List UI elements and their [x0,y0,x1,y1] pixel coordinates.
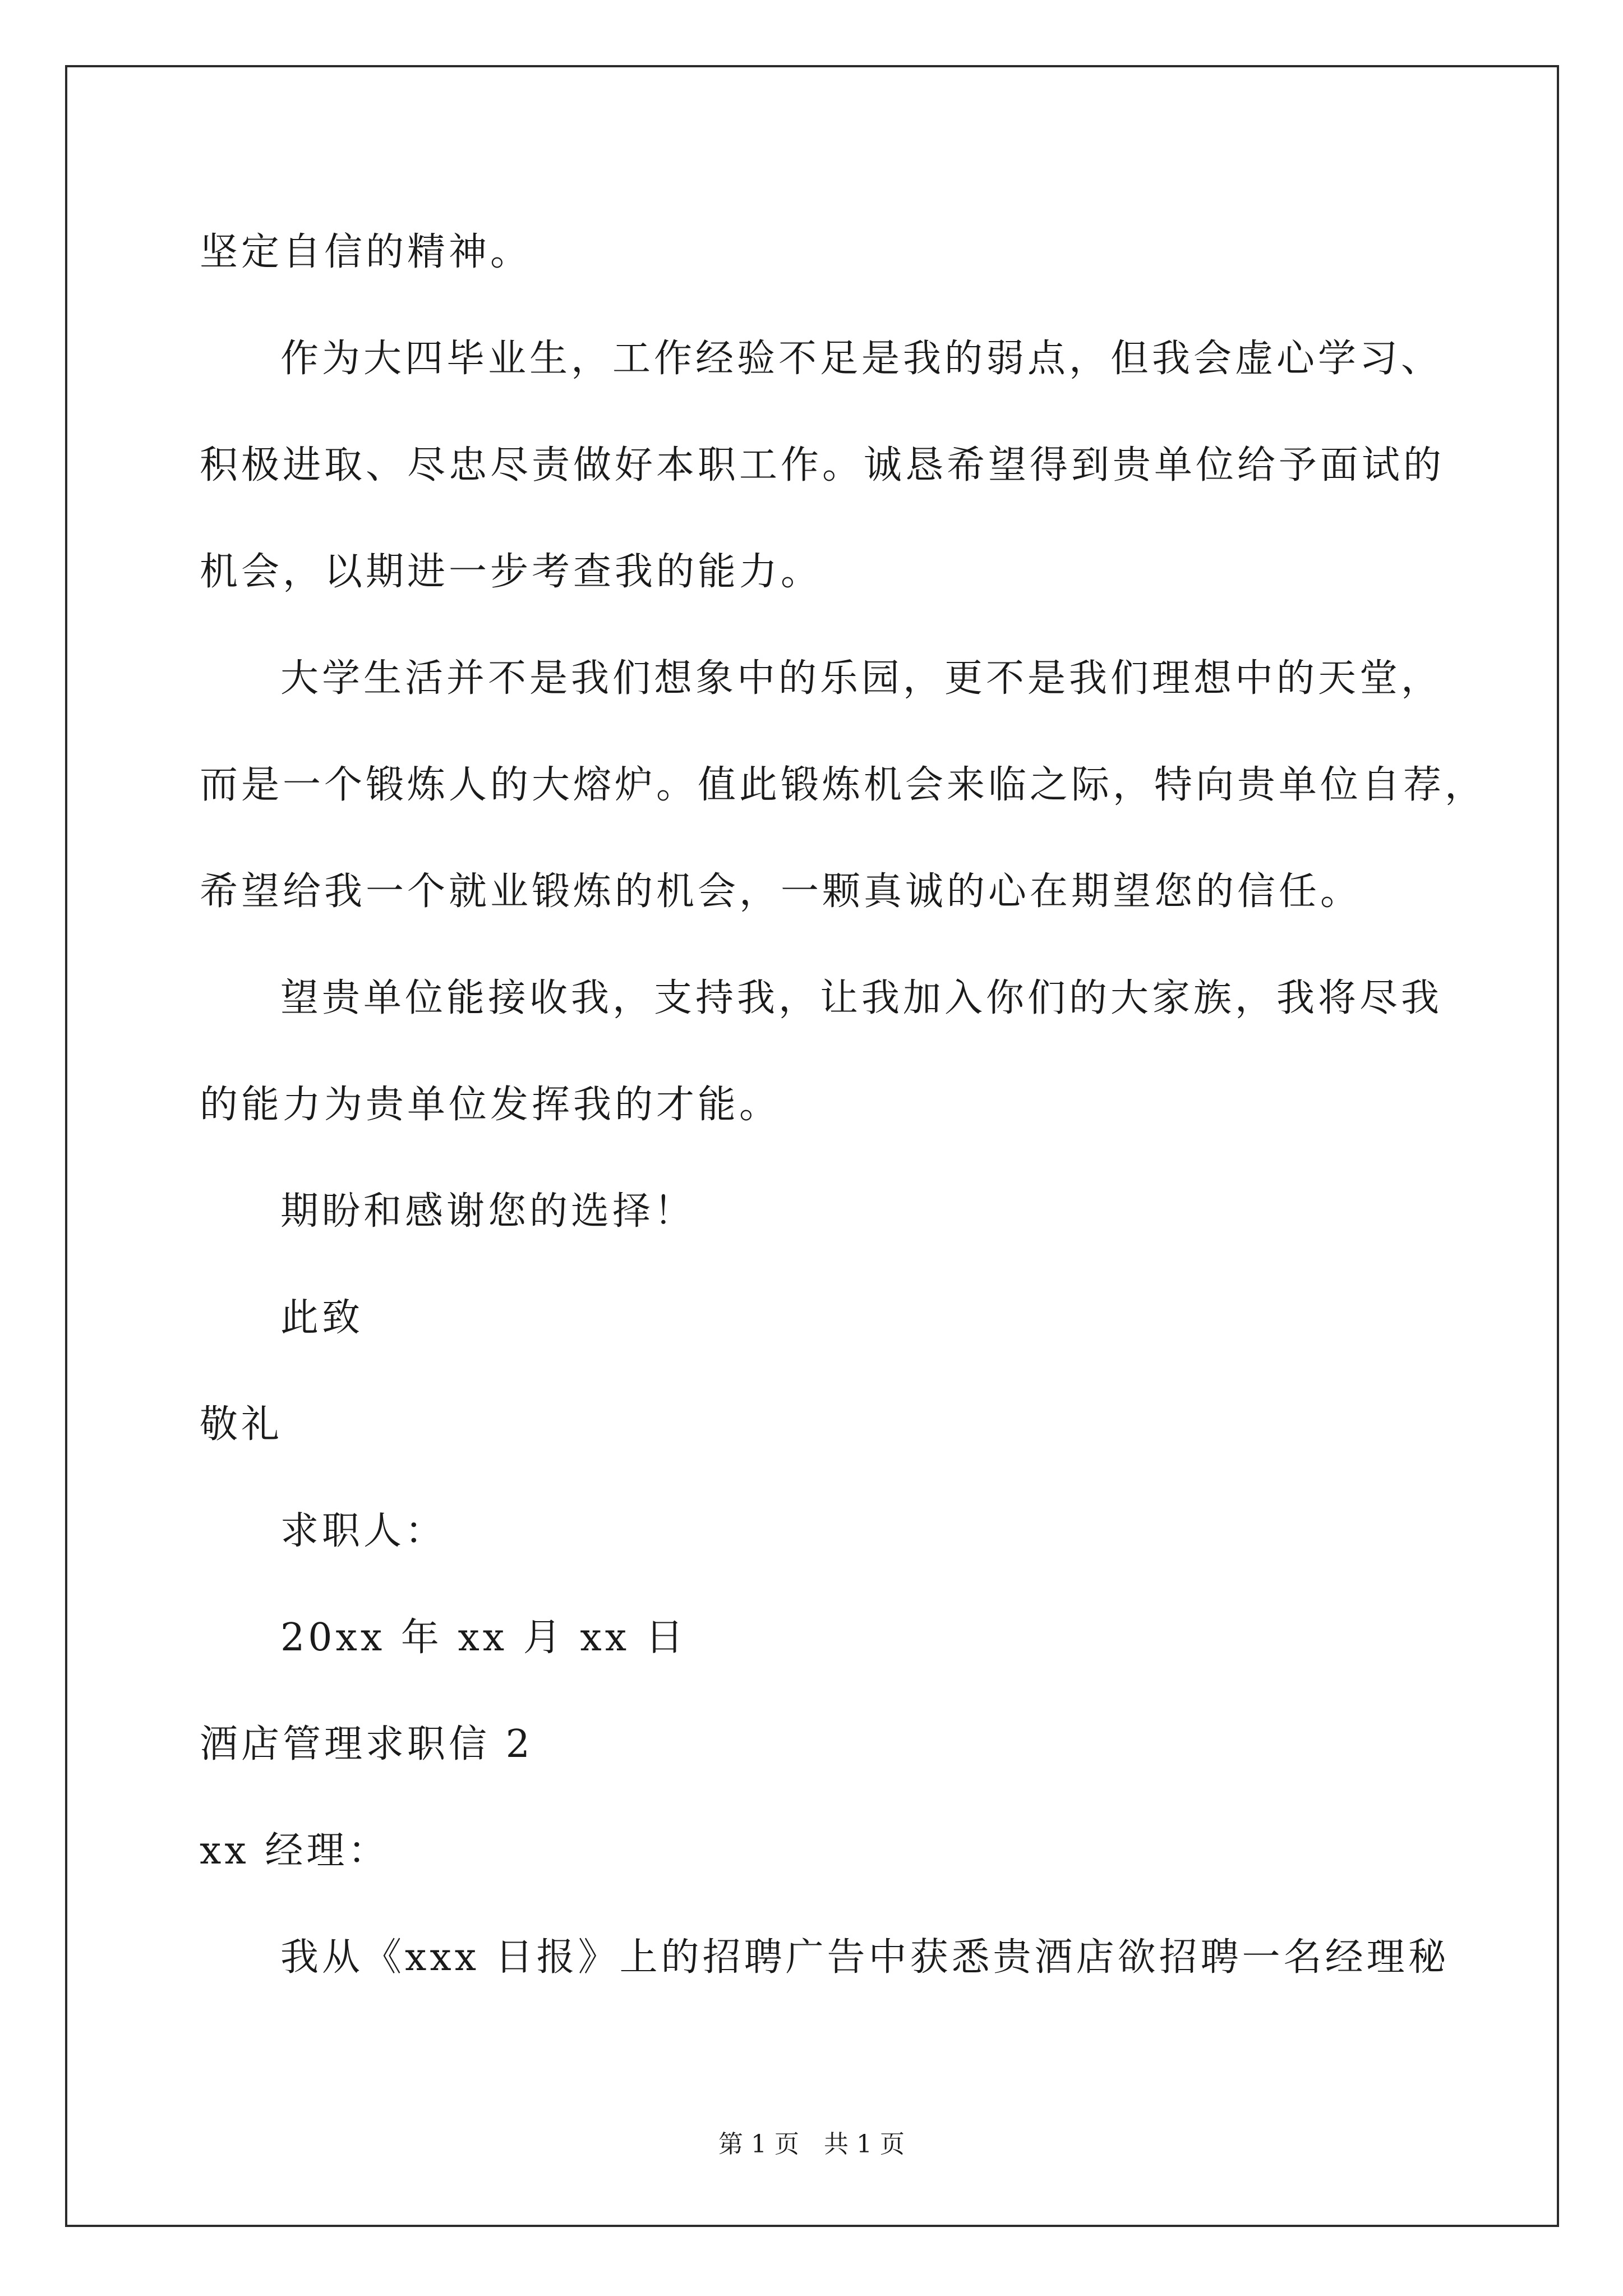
text-line: 此致 [280,1296,364,1340]
text-line: 酒店管理求职信 2 [200,1722,533,1766]
page-border [65,65,1559,2227]
text-line: 期盼和感谢您的选择！ [280,1189,696,1234]
text-line: 积极进取、尽忠尽责做好本职工作。诚恳希望得到贵单位给予面试的 [200,443,1445,487]
text-line: 作为大四毕业生，工作经验不足是我的弱点，但我会虚心学习、 [280,337,1443,381]
text-line: 机会，以期进一步考查我的能力。 [200,550,823,594]
text-line: 敬礼 [200,1402,283,1447]
text-line: 坚定自信的精神。 [200,230,532,274]
text-line: 求职人： [280,1509,447,1553]
text-line: xx 经理： [200,1829,390,1873]
text-line: 希望给我一个就业锻炼的机会，一颗真诚的心在期望您的信任。 [200,869,1362,914]
text-line: 而是一个锻炼人的大熔炉。值此锻炼机会来临之际，特向贵单位自荐， [200,763,1487,807]
text-line: 20xx 年 xx 月 xx 日 [280,1616,687,1660]
text-line: 大学生活并不是我们想象中的乐园，更不是我们理想中的天堂， [280,656,1443,701]
text-line: 望贵单位能接收我，支持我，让我加入你们的大家族，我将尽我 [280,976,1443,1020]
text-line: 我从《xxx 日报》上的招聘广告中获悉贵酒店欲招聘一名经理秘 [280,1935,1450,1980]
page-number-footer: 第 1 页 共 1 页 [718,2130,905,2159]
text-line: 的能力为贵单位发挥我的才能。 [200,1083,781,1127]
